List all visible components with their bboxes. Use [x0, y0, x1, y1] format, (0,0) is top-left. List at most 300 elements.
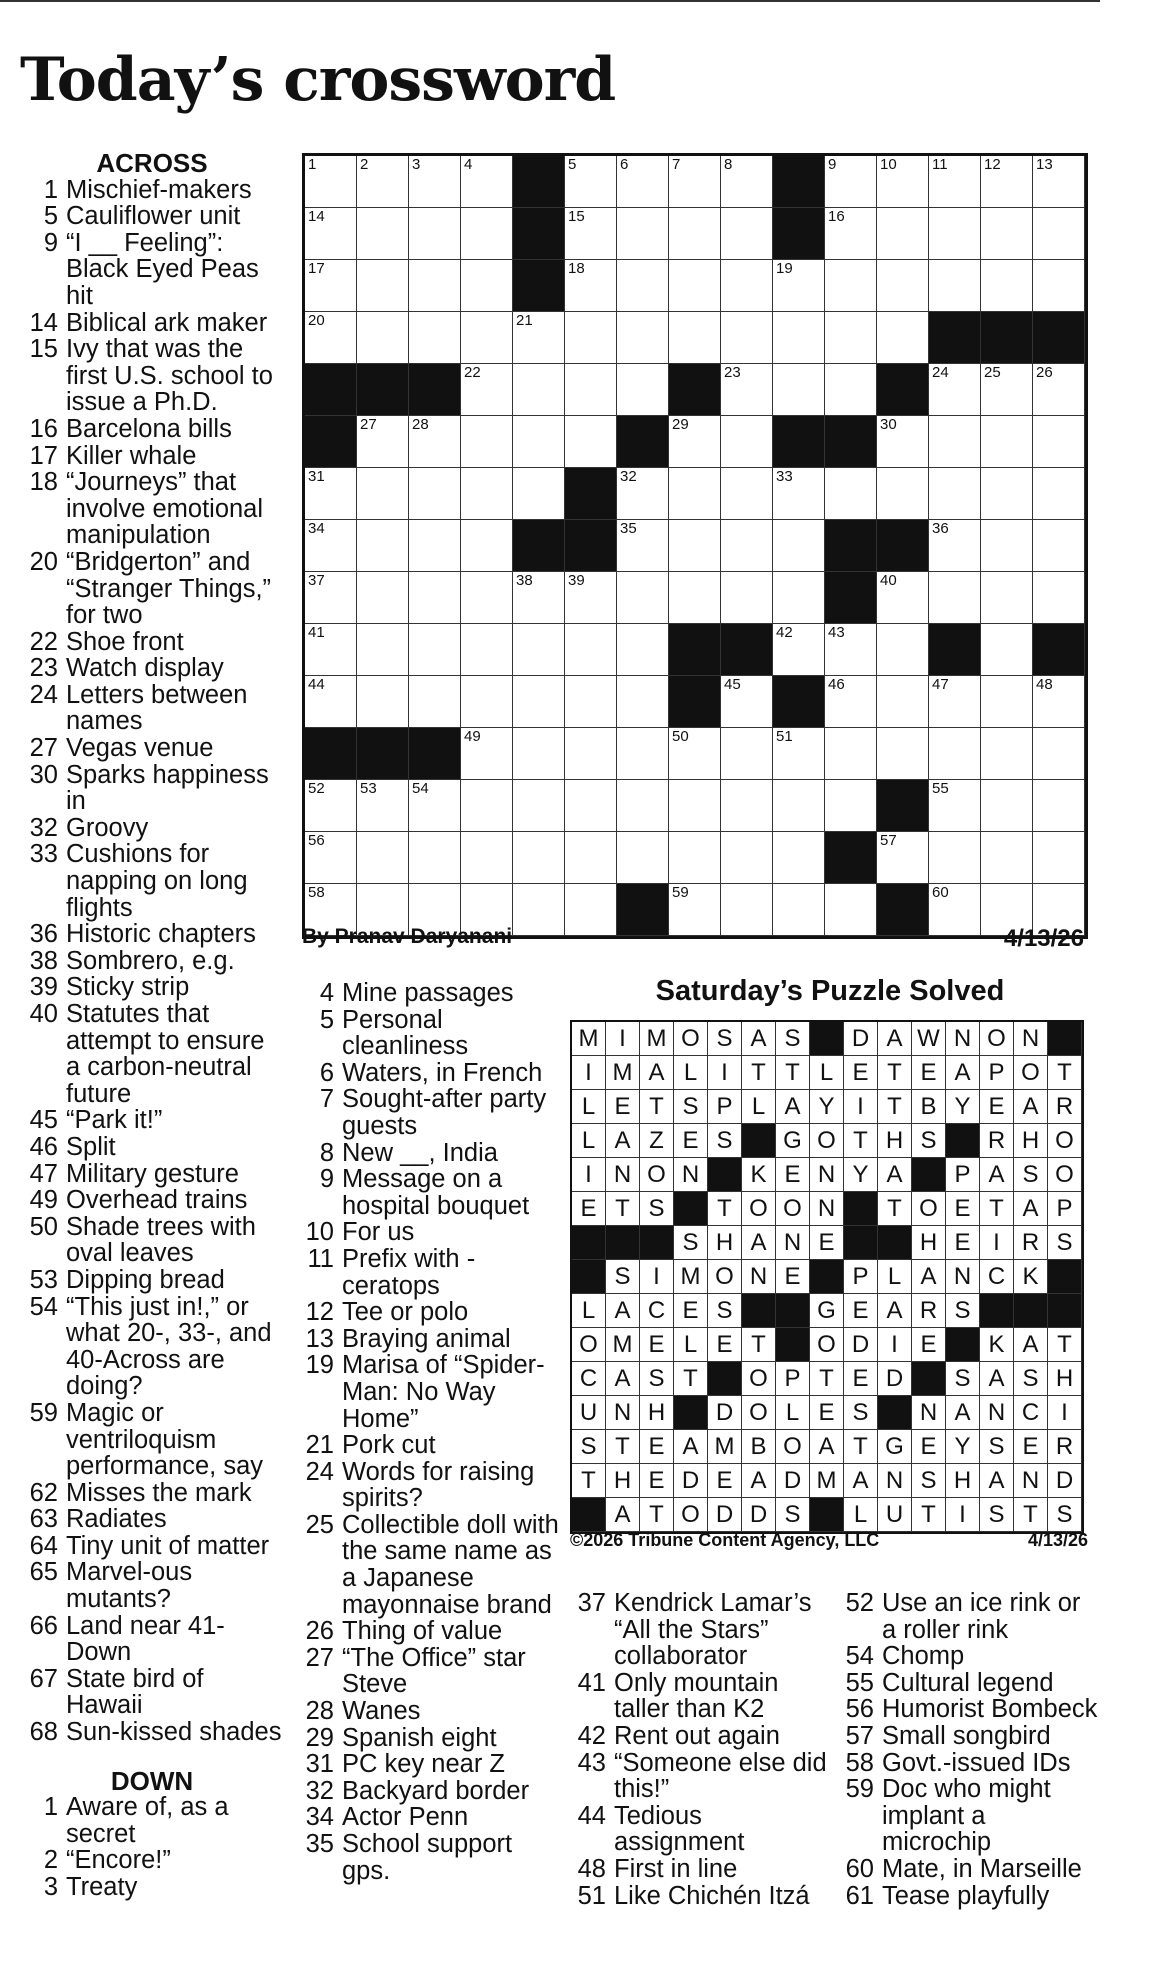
grid-cell[interactable] [981, 156, 1033, 208]
grid-cell[interactable] [669, 208, 721, 260]
grid-cell[interactable] [721, 676, 773, 728]
grid-cell[interactable] [617, 520, 669, 572]
grid-cell[interactable] [513, 416, 565, 468]
grid-cell[interactable] [1033, 364, 1085, 416]
clue-number: 46 [29, 1132, 58, 1161]
grid-cell[interactable] [669, 468, 721, 520]
clue-item [22, 1874, 282, 1901]
clue-item [22, 177, 282, 204]
grid-cell[interactable] [981, 624, 1033, 676]
solution-cell [708, 1294, 742, 1328]
solution-letter: R [1055, 1433, 1074, 1460]
grid-cell[interactable] [409, 312, 461, 364]
clue-number: 8 [319, 1138, 334, 1167]
grid-cell[interactable] [877, 832, 929, 884]
grid-cell[interactable] [825, 624, 877, 676]
grid-cell[interactable] [721, 156, 773, 208]
grid-cell[interactable] [825, 364, 877, 416]
grid-cell[interactable] [981, 468, 1033, 520]
grid-cell[interactable] [513, 624, 565, 676]
grid-cell[interactable] [305, 832, 357, 884]
grid-cell[interactable] [825, 468, 877, 520]
solution-cell [878, 1498, 912, 1532]
grid-cell[interactable] [513, 312, 565, 364]
grid-cell[interactable] [825, 312, 877, 364]
grid-cell[interactable] [929, 520, 981, 572]
solution-cell [776, 1124, 810, 1158]
grid-cell[interactable] [877, 260, 929, 312]
grid-cell[interactable] [1033, 832, 1085, 884]
grid-cell[interactable] [1033, 728, 1085, 780]
grid-cell[interactable] [617, 156, 669, 208]
solution-letter: D [851, 1025, 870, 1052]
grid-cell[interactable] [773, 468, 825, 520]
solution-cell [606, 1328, 640, 1362]
grid-cell[interactable] [981, 520, 1033, 572]
grid-cell[interactable] [825, 676, 877, 728]
grid-cell[interactable] [513, 728, 565, 780]
grid-cell[interactable] [565, 624, 617, 676]
grid-cell[interactable] [357, 676, 409, 728]
grid-cell[interactable] [461, 728, 513, 780]
grid-cell[interactable] [981, 728, 1033, 780]
grid-cell[interactable] [461, 520, 513, 572]
grid-cell[interactable] [461, 260, 513, 312]
grid-cell[interactable] [721, 780, 773, 832]
black-square [877, 520, 929, 572]
grid-cell[interactable] [1033, 156, 1085, 208]
cell-number: 22 [464, 364, 481, 381]
solution-black-square [1014, 1294, 1048, 1328]
clue-number: 18 [29, 468, 58, 497]
grid-cell[interactable] [877, 208, 929, 260]
solution-cell [776, 1022, 810, 1056]
grid-cell[interactable] [721, 260, 773, 312]
grid-cell[interactable] [669, 572, 721, 624]
grid-cell[interactable] [981, 832, 1033, 884]
solution-cell [742, 1192, 776, 1226]
solution-cell [1014, 1226, 1048, 1260]
clue-number: 63 [29, 1505, 58, 1534]
black-square [305, 728, 357, 780]
grid-cell[interactable] [305, 572, 357, 624]
solution-letter: P [852, 1263, 869, 1290]
grid-cell[interactable] [981, 416, 1033, 468]
solution-cell [946, 1430, 980, 1464]
clue-number: 54 [29, 1292, 58, 1321]
cell-number: 14 [308, 208, 325, 225]
grid-cell[interactable] [877, 312, 929, 364]
grid-cell[interactable] [825, 780, 877, 832]
grid-cell[interactable] [929, 416, 981, 468]
grid-cell[interactable] [461, 624, 513, 676]
solution-cell [572, 1056, 606, 1090]
grid-cell[interactable] [461, 416, 513, 468]
grid-cell[interactable] [877, 572, 929, 624]
grid-cell[interactable] [565, 832, 617, 884]
clue-text: Split [66, 1132, 116, 1161]
solution-letter: N [953, 1263, 972, 1290]
black-square [669, 364, 721, 416]
solution-title: Saturday’s Puzzle Solved [655, 975, 1005, 1007]
clue-item [22, 1134, 282, 1161]
solution-cell [742, 1090, 776, 1124]
grid-cell[interactable] [565, 260, 617, 312]
grid-cell[interactable] [981, 676, 1033, 728]
cell-number: 7 [672, 156, 681, 173]
clue-item [22, 1533, 282, 1560]
solution-letter: S [716, 1297, 733, 1324]
grid-cell[interactable] [929, 364, 981, 416]
clue-number: 64 [29, 1531, 58, 1560]
grid-cell[interactable] [409, 416, 461, 468]
solution-letter: E [954, 1195, 971, 1222]
grid-cell[interactable] [1033, 780, 1085, 832]
grid-cell[interactable] [409, 260, 461, 312]
solution-cell [606, 1056, 640, 1090]
grid-cell[interactable] [565, 676, 617, 728]
solution-cell [1048, 1226, 1082, 1260]
grid-cell[interactable] [513, 884, 565, 936]
clue-number: 9 [43, 228, 58, 257]
grid-cell[interactable] [409, 780, 461, 832]
grid-cell[interactable] [721, 572, 773, 624]
grid-cell[interactable] [773, 780, 825, 832]
grid-cell[interactable] [721, 364, 773, 416]
grid-cell[interactable] [565, 572, 617, 624]
solution-letter: O [1055, 1161, 1074, 1188]
grid-cell[interactable] [305, 676, 357, 728]
clue-text: Radiates [66, 1505, 167, 1534]
clue-number: 33 [29, 840, 58, 869]
grid-cell[interactable] [877, 624, 929, 676]
clue-item [22, 549, 282, 629]
clue-item [22, 815, 282, 842]
solution-letter: H [647, 1399, 666, 1426]
solution-letter: S [852, 1399, 869, 1426]
grid-cell[interactable] [773, 520, 825, 572]
solution-cell [878, 1430, 912, 1464]
solution-cell [606, 1464, 640, 1498]
solution-cell [912, 1498, 946, 1532]
grid-cell[interactable] [877, 156, 929, 208]
cell-number: 15 [568, 208, 585, 225]
grid-cell[interactable] [981, 572, 1033, 624]
grid-cell[interactable] [825, 884, 877, 936]
solution-cell [708, 1090, 742, 1124]
puzzle-date: 4/13/26 [1003, 925, 1084, 952]
grid-cell[interactable] [357, 624, 409, 676]
solution-black-square [640, 1226, 674, 1260]
grid-cell[interactable] [929, 468, 981, 520]
grid-cell[interactable] [617, 468, 669, 520]
grid-cell[interactable] [669, 260, 721, 312]
grid-cell[interactable] [1033, 208, 1085, 260]
down-clue-list-part3 [570, 1590, 832, 1909]
grid-cell[interactable] [305, 520, 357, 572]
grid-cell[interactable] [1033, 676, 1085, 728]
solution-black-square [674, 1192, 708, 1226]
solution-letter: O [681, 1025, 700, 1052]
grid-cell[interactable] [305, 156, 357, 208]
grid-cell[interactable] [461, 572, 513, 624]
grid-cell[interactable] [877, 676, 929, 728]
solution-cell [1048, 1124, 1082, 1158]
grid-cell[interactable] [929, 884, 981, 936]
grid-cell[interactable] [929, 208, 981, 260]
grid-cell[interactable] [617, 624, 669, 676]
grid-cell[interactable] [565, 364, 617, 416]
solution-letter: T [1023, 1501, 1038, 1528]
clue-number: 35 [305, 1830, 334, 1858]
grid-cell[interactable] [877, 468, 929, 520]
grid-cell[interactable] [357, 208, 409, 260]
grid-cell[interactable] [669, 312, 721, 364]
solution-letter: U [885, 1501, 904, 1528]
grid-cell[interactable] [305, 312, 357, 364]
clue-item [838, 1776, 1100, 1856]
solution-cell [742, 1260, 776, 1294]
grid-cell[interactable] [461, 780, 513, 832]
solution-cell [810, 1464, 844, 1498]
solution-letter: H [1055, 1365, 1074, 1392]
grid-cell[interactable] [1033, 260, 1085, 312]
grid-cell[interactable] [981, 364, 1033, 416]
grid-cell[interactable] [617, 676, 669, 728]
solution-cell [810, 1430, 844, 1464]
clue-number: 36 [29, 920, 58, 949]
black-square [1033, 312, 1085, 364]
grid-cell[interactable] [357, 156, 409, 208]
grid-cell[interactable] [1033, 572, 1085, 624]
solution-letter: R [919, 1297, 938, 1324]
cell-number: 40 [880, 572, 897, 589]
grid-cell[interactable] [721, 312, 773, 364]
grid-cell[interactable] [461, 468, 513, 520]
clue-number: 30 [29, 760, 58, 789]
solution-cell [640, 1464, 674, 1498]
grid-cell[interactable] [877, 728, 929, 780]
solution-cell [980, 1090, 1014, 1124]
grid-cell[interactable] [513, 832, 565, 884]
grid-cell[interactable] [721, 832, 773, 884]
grid-cell[interactable] [461, 208, 513, 260]
grid-cell[interactable] [981, 260, 1033, 312]
clue-text: Magic or ventriloquism performance, say [66, 1398, 264, 1481]
grid-cell[interactable] [409, 832, 461, 884]
clue-number: 42 [577, 1721, 606, 1750]
grid-cell[interactable] [565, 416, 617, 468]
solution-cell [1014, 1124, 1048, 1158]
grid-cell[interactable] [669, 884, 721, 936]
grid-cell[interactable] [617, 572, 669, 624]
clue-item [22, 655, 282, 682]
grid-cell[interactable] [617, 728, 669, 780]
grid-cell[interactable] [929, 676, 981, 728]
grid-cell[interactable] [669, 728, 721, 780]
solution-letter: S [988, 1501, 1005, 1528]
grid-cell[interactable] [409, 208, 461, 260]
grid-cell[interactable] [773, 312, 825, 364]
solution-cell [1014, 1430, 1048, 1464]
grid-cell[interactable] [1033, 520, 1085, 572]
grid-cell[interactable] [357, 468, 409, 520]
grid-cell[interactable] [461, 156, 513, 208]
grid-cell[interactable] [773, 364, 825, 416]
grid-cell[interactable] [929, 156, 981, 208]
grid-cell[interactable] [409, 156, 461, 208]
black-square [617, 884, 669, 936]
grid-cell[interactable] [721, 520, 773, 572]
solution-letter: O [579, 1331, 598, 1358]
clue-number: 9 [319, 1165, 334, 1194]
solution-letter: P [784, 1365, 801, 1392]
grid-cell[interactable] [721, 728, 773, 780]
clue-item [22, 1214, 282, 1267]
grid-cell[interactable] [305, 260, 357, 312]
grid-cell[interactable] [357, 572, 409, 624]
grid-cell[interactable] [409, 624, 461, 676]
grid-cell[interactable] [513, 780, 565, 832]
solution-cell [810, 1158, 844, 1192]
grid-cell[interactable] [773, 624, 825, 676]
grid-cell[interactable] [513, 468, 565, 520]
clue-text: Rent out again [614, 1721, 780, 1750]
grid-cell[interactable] [461, 832, 513, 884]
grid-cell[interactable] [1033, 468, 1085, 520]
grid-cell[interactable] [877, 416, 929, 468]
grid-cell[interactable] [357, 780, 409, 832]
grid-cell[interactable] [461, 676, 513, 728]
grid-cell[interactable] [669, 520, 721, 572]
solution-black-square [1048, 1022, 1082, 1056]
clue-text: “Journeys” that involve emotional manipulation [66, 468, 264, 550]
solution-cell [946, 1226, 980, 1260]
grid-cell[interactable] [357, 260, 409, 312]
solution-letter: T [887, 1059, 902, 1086]
grid-cell[interactable] [617, 832, 669, 884]
grid-cell[interactable] [357, 832, 409, 884]
solution-letter: S [784, 1025, 801, 1052]
grid-cell[interactable] [513, 676, 565, 728]
grid-cell[interactable] [981, 208, 1033, 260]
grid-cell[interactable] [1033, 416, 1085, 468]
grid-cell[interactable] [773, 728, 825, 780]
grid-cell[interactable] [721, 208, 773, 260]
solution-cell [742, 1226, 776, 1260]
grid-cell[interactable] [513, 364, 565, 416]
grid-cell[interactable] [305, 624, 357, 676]
grid-cell[interactable] [929, 260, 981, 312]
grid-cell[interactable] [617, 208, 669, 260]
grid-cell[interactable] [357, 416, 409, 468]
solution-letter: T [615, 1195, 630, 1222]
clue-number: 26 [305, 1617, 334, 1646]
clue-number: 19 [305, 1351, 334, 1380]
clue-item [298, 1007, 560, 1060]
clue-number: 62 [29, 1478, 58, 1507]
grid-cell[interactable] [617, 260, 669, 312]
grid-cell[interactable] [825, 156, 877, 208]
clue-number: 3 [43, 1873, 58, 1901]
solution-cell [946, 1260, 980, 1294]
solution-cell [1048, 1498, 1082, 1532]
clue-item [838, 1883, 1100, 1910]
grid-cell[interactable] [669, 780, 721, 832]
grid-cell[interactable] [617, 364, 669, 416]
solution-cell [1048, 1430, 1082, 1464]
grid-cell[interactable] [305, 208, 357, 260]
grid-cell[interactable] [461, 364, 513, 416]
grid-cell[interactable] [721, 884, 773, 936]
grid-cell[interactable] [617, 780, 669, 832]
grid-cell[interactable] [721, 416, 773, 468]
solution-cell [946, 1498, 980, 1532]
clue-number: 48 [577, 1854, 606, 1883]
grid-cell[interactable] [565, 312, 617, 364]
solution-cell [980, 1396, 1014, 1430]
clue-item [298, 1459, 560, 1512]
clue-item [22, 1559, 282, 1612]
grid-cell[interactable] [773, 884, 825, 936]
grid-cell[interactable] [305, 780, 357, 832]
grid-cell[interactable] [357, 520, 409, 572]
grid-cell[interactable] [513, 572, 565, 624]
clue-number: 66 [29, 1611, 58, 1640]
grid-cell[interactable] [773, 260, 825, 312]
grid-cell[interactable] [929, 572, 981, 624]
grid-cell[interactable] [773, 832, 825, 884]
cell-number: 10 [880, 156, 897, 173]
grid-cell[interactable] [357, 312, 409, 364]
grid-cell[interactable] [409, 520, 461, 572]
grid-cell[interactable] [409, 676, 461, 728]
black-square [617, 416, 669, 468]
grid-cell[interactable] [669, 416, 721, 468]
cell-number: 4 [464, 156, 473, 173]
grid-cell[interactable] [929, 728, 981, 780]
grid-cell[interactable] [409, 468, 461, 520]
grid-cell[interactable] [981, 780, 1033, 832]
grid-cell[interactable] [565, 884, 617, 936]
grid-cell[interactable] [669, 156, 721, 208]
grid-cell[interactable] [773, 572, 825, 624]
grid-cell[interactable] [617, 312, 669, 364]
black-square [513, 260, 565, 312]
grid-cell[interactable] [409, 572, 461, 624]
solution-cell [640, 1158, 674, 1192]
grid-cell[interactable] [669, 832, 721, 884]
grid-cell[interactable] [565, 728, 617, 780]
solution-cell [878, 1464, 912, 1498]
grid-cell[interactable] [825, 208, 877, 260]
solution-cell [606, 1294, 640, 1328]
grid-cell[interactable] [825, 728, 877, 780]
solution-letter: R [1021, 1229, 1040, 1256]
grid-cell[interactable] [565, 208, 617, 260]
black-square [773, 416, 825, 468]
grid-cell[interactable] [929, 832, 981, 884]
grid-cell[interactable] [565, 780, 617, 832]
grid-cell[interactable] [929, 780, 981, 832]
solution-letter: E [614, 1093, 631, 1120]
grid-cell[interactable] [305, 468, 357, 520]
grid-cell[interactable] [565, 156, 617, 208]
clue-number: 68 [29, 1718, 58, 1747]
grid-cell[interactable] [721, 468, 773, 520]
grid-cell[interactable] [461, 312, 513, 364]
grid-cell[interactable] [825, 260, 877, 312]
